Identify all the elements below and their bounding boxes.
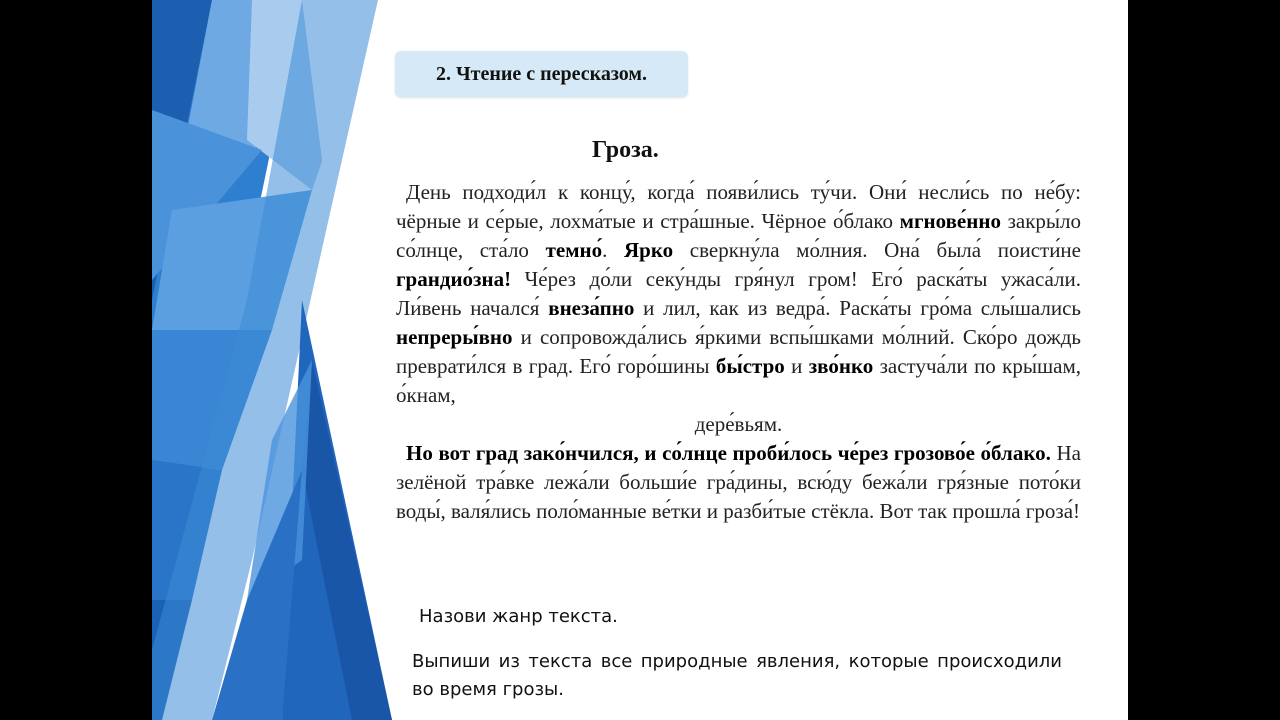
p2-run-0-bold: Но вот град зако́нчился, и со́лнце проби́лось че́рез грозово́е о́блако. [406, 441, 1051, 465]
p1-run-1-bold: мгнове́нно [899, 209, 1001, 233]
p1-run-15-bold: зво́нко [808, 354, 874, 378]
p1-run-5-bold: Ярко [623, 238, 674, 262]
p1-run-7-bold: грандио́зна! [396, 267, 512, 291]
task-1: Назови жанр текста. [419, 606, 618, 627]
p1-run-9-bold: внеза́пно [548, 296, 635, 320]
story-text [396, 178, 1081, 526]
slide [152, 0, 1128, 720]
story-paragraph-1 [396, 178, 1081, 410]
story-paragraph-1-last-line: дере́вьям. [694, 412, 783, 436]
section-heading-box [395, 51, 688, 97]
p1-run-4: . [602, 238, 624, 262]
p1-run-6: сверкну́ла мо́лния. Она́ была́ поисти́не [673, 238, 1081, 262]
p1-run-16: застуча́ли по кры́шам, о́кнам, [396, 354, 1081, 407]
p1-run-0: День подходи́л к концу́, когда́ появи́лись ту́чи. Они́ несли́сь по не́бу: чёрные и се́рые, лохма́тые и стра́шные. Чёрное о́блако [396, 180, 1081, 233]
p1-run-3-bold: темно́ [545, 238, 603, 262]
p1-run-13-bold: бы́стро [715, 354, 785, 378]
p1-run-12: и сопровожда́лись я́ркими вспы́шками мо́лний. Ско́ро дождь преврати́лся в град. Его́ горо́шины [396, 325, 1081, 378]
story-paragraph-2 [396, 439, 1081, 526]
blue-polygon-decoration [152, 0, 392, 720]
p1-run-11-bold: непреры́вно [396, 325, 513, 349]
story-title: Гроза. [592, 137, 659, 163]
p2-run-1: На зелёной тра́вке лежа́ли больши́е гра́дины, всю́ду бежа́ли гря́зные пото́ки воды́, валя́лись поло́манные ве́тки и разби́тые стёкла. Вот так прошла́ гроза́! [396, 441, 1081, 523]
p1-run-2: закры́ло со́лнце, ста́ло [396, 209, 1081, 262]
p1-run-8: Че́рез до́ли секу́нды гря́нул гром! Его́ раска́ты ужаса́ли. Ли́вень начался́ [396, 267, 1081, 320]
task-2: Выпиши из текста все природные явления, которые происходили во время грозы. [412, 651, 1062, 700]
p1-run-10: и лил, как из ведра́. Раска́ты гро́ма слы́шались [634, 296, 1082, 320]
section-heading: 2. Чтение с пересказом. [435, 62, 648, 85]
p1-run-14: и [784, 354, 809, 378]
